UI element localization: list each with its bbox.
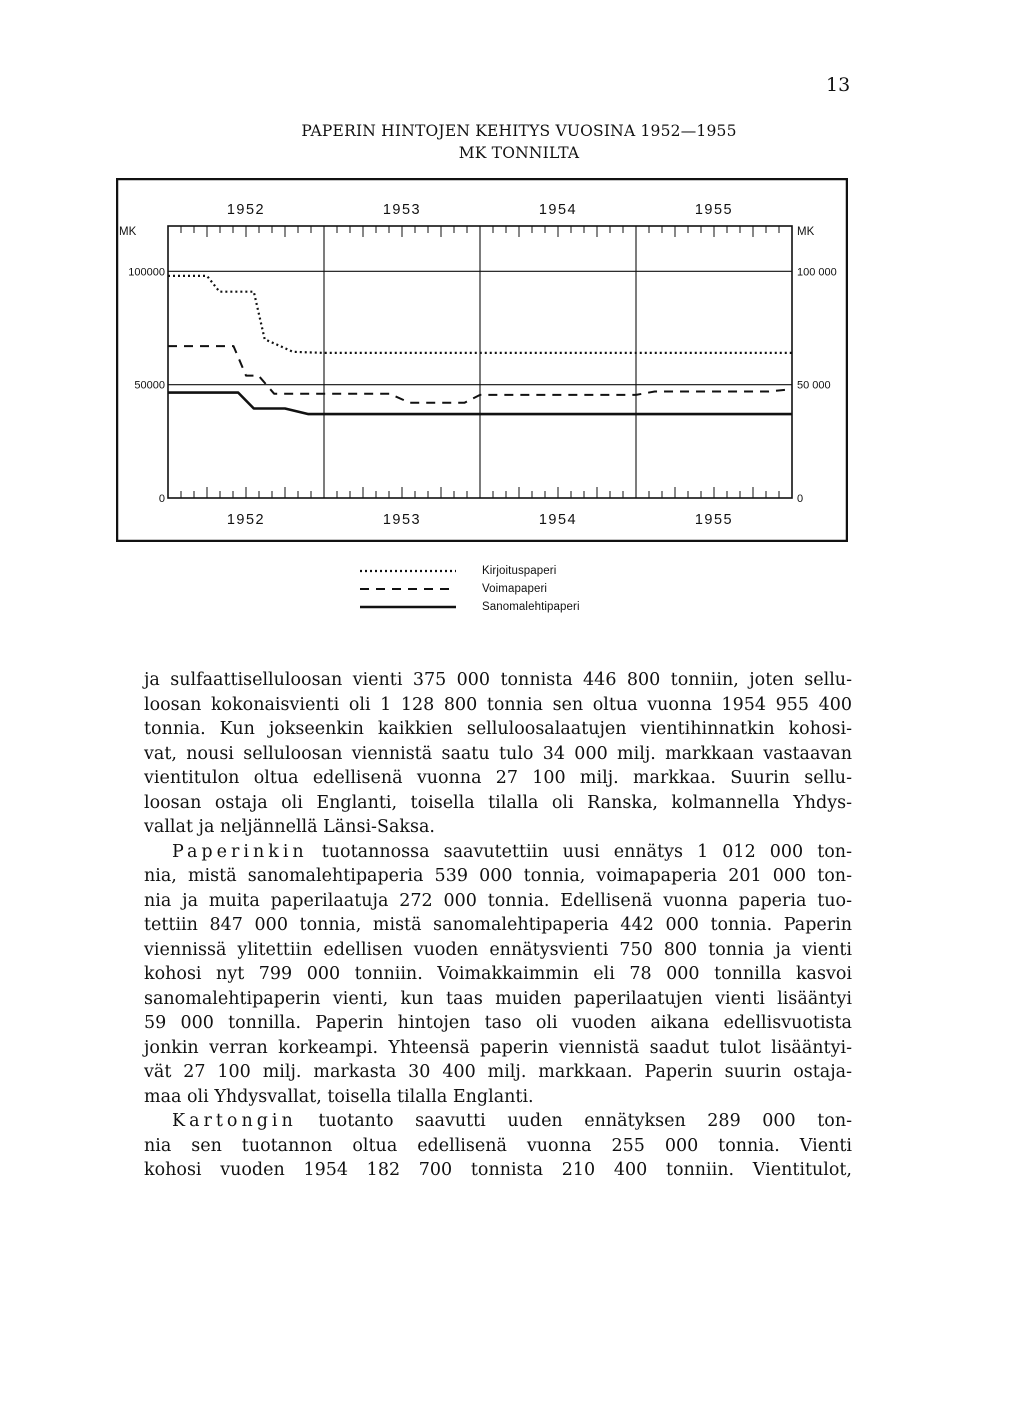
- paragraph-3-line-1: tuotanto saavutti uuden ennätyksen 289 000 ton-: [296, 1111, 852, 1131]
- y-tick-label-right-100000: 100 000: [797, 266, 837, 279]
- legend-item-voimapaperi: [360, 580, 580, 598]
- paragraph-2-line-1: tuotannossa saavutettiin uusi ennätys 1 012 000 ton-: [307, 841, 852, 862]
- paragraph-2-lead-word: Paperinkin: [172, 841, 308, 862]
- paragraph-2-end: [144, 1085, 852, 1110]
- paragraph-3: [144, 1109, 852, 1183]
- paragraph-2-line-9: jonkin verran korkeampi. Yhteensä paperin viennistä saadut tulot lisääntyi-: [144, 1037, 852, 1058]
- y-tick-label-right-50000: 50 000: [797, 379, 831, 392]
- chart-legend: [360, 562, 580, 616]
- figure-title-line-1: PAPERIN HINTOJEN KEHITYS VUOSINA 1952—1955: [301, 122, 737, 140]
- paragraph-2-line-5: viennissä ylitettiin edellisen vuoden ennätysvienti 750 800 tonnia ja vienti: [144, 939, 852, 960]
- year-label-bottom-1954: 1954: [538, 512, 578, 528]
- paragraph-1-end: [144, 815, 852, 840]
- year-label-top-1954: 1954: [538, 202, 578, 218]
- chart-outer-frame: [117, 179, 847, 541]
- y-unit-label-right: MK: [797, 226, 815, 238]
- figure-title: [0, 120, 1024, 164]
- legend-label-kirjoituspaperi: Kirjoituspaperi: [482, 565, 557, 577]
- y-tick-label-left-50000: 50000: [134, 379, 165, 392]
- year-label-top-1953: 1953: [382, 202, 422, 218]
- legend-item-sanomalehtipaperi: [360, 598, 580, 616]
- paragraph-2-line-10: vät 27 100 milj. markasta 30 400 milj. markkaan. Paperin suurin ostaja-: [144, 1062, 852, 1082]
- year-labels-bottom: [227, 512, 733, 528]
- paragraph-1-line-4: vat, nousi selluloosan viennistä saatu tulo 34 000 milj. markkaan vastaavan: [144, 743, 852, 764]
- legend-swatch-dashed: [360, 585, 456, 593]
- paragraph-1-line-2: loosan kokonaisvienti oli 1 128 800 tonnia sen oltua vuonna 1954 955 400: [144, 694, 852, 715]
- legend-label-voimapaperi: Voimapaperi: [482, 583, 548, 595]
- legend-swatch-dotted: [360, 567, 456, 575]
- grid-lines: [168, 226, 792, 498]
- y-tick-label-right-0: 0: [797, 493, 804, 505]
- paragraph-2: [144, 840, 852, 1085]
- year-label-top-1955: 1955: [694, 202, 734, 218]
- year-labels-top: [227, 202, 733, 218]
- paragraph-2-line-11: maa oli Yhdysvallat, toisella tilalla Englanti.: [144, 1086, 534, 1107]
- legend-item-kirjoituspaperi: [360, 562, 580, 580]
- price-line-chart: [116, 178, 848, 542]
- legend-swatch-solid: [360, 603, 456, 611]
- paragraph-2-line-8: 59 000 tonnilla. Paperin hintojen taso oli vuoden aikana edellisvuotista: [144, 1013, 852, 1033]
- paragraph-1-line-6: loosan ostaja oli Englanti, toisella tilalla oli Ranska, kolmannella Yhdys-: [144, 792, 852, 813]
- paragraph-2-line-7: sanomalehtipaperin vienti, kun taas muiden paperilaatujen vienti lisääntyi: [144, 988, 852, 1009]
- paragraph-3-line-2: nia sen tuotannon oltua edellisenä vuonna 255 000 tonnia. Vienti: [144, 1135, 852, 1156]
- year-label-top-1952: 1952: [226, 202, 266, 218]
- paragraph-2-line-6: kohosi nyt 799 000 tonniin. Voimakkaimmin eli 78 000 tonnilla kasvoi: [144, 964, 852, 984]
- legend-label-sanomalehtipaperi: Sanomalehtipaperi: [482, 601, 580, 613]
- page-number: 13: [826, 74, 851, 96]
- y-unit-label-left: MK: [119, 226, 137, 238]
- paragraph-3-line-3: kohosi vuoden 1954 182 700 tonnista 210 400 tonniin. Vientitulot,: [144, 1160, 852, 1180]
- year-label-bottom-1955: 1955: [694, 512, 734, 528]
- paragraph-1-line-3: tonnia. Kun jokseenkin kaikkien selluloosalaatujen vientihinnatkin kohosi-: [144, 719, 852, 739]
- y-tick-labels-right: [797, 266, 837, 505]
- y-tick-label-left-100000: 100000: [128, 266, 165, 279]
- figure-title-line-2: MK TONNILTA: [458, 144, 580, 162]
- body-text: [144, 668, 852, 1183]
- paragraph-2-line-4: tettiin 847 000 tonnia, mistä sanomalehtipaperia 442 000 tonnia. Paperin: [144, 915, 852, 935]
- year-label-bottom-1953: 1953: [382, 512, 422, 528]
- y-tick-label-left-0: 0: [158, 493, 165, 505]
- year-label-bottom-1952: 1952: [226, 512, 266, 528]
- paragraph-3-lead-word: Kartongin: [172, 1111, 297, 1131]
- paragraph-1-line-5: vientitulon oltua edellisenä vuonna 27 100 milj. markkaa. Suurin sellu-: [144, 768, 852, 788]
- paragraph-1: [144, 668, 852, 815]
- paragraph-2-line-2: nia, mistä sanomalehtipaperia 539 000 tonnia, voimapaperia 201 000 ton-: [144, 866, 852, 886]
- paragraph-2-line-3: nia ja muita paperilaatuja 272 000 tonnia. Edellisenä vuonna paperia tuo-: [144, 890, 852, 911]
- y-tick-labels-left: [128, 266, 165, 505]
- paragraph-1-line-7: vallat ja neljännellä Länsi-Saksa.: [144, 817, 435, 837]
- paragraph-1-line-1: ja sulfaattiselluloosan vienti 375 000 tonnista 446 800 tonniin, joten sellu-: [144, 670, 852, 690]
